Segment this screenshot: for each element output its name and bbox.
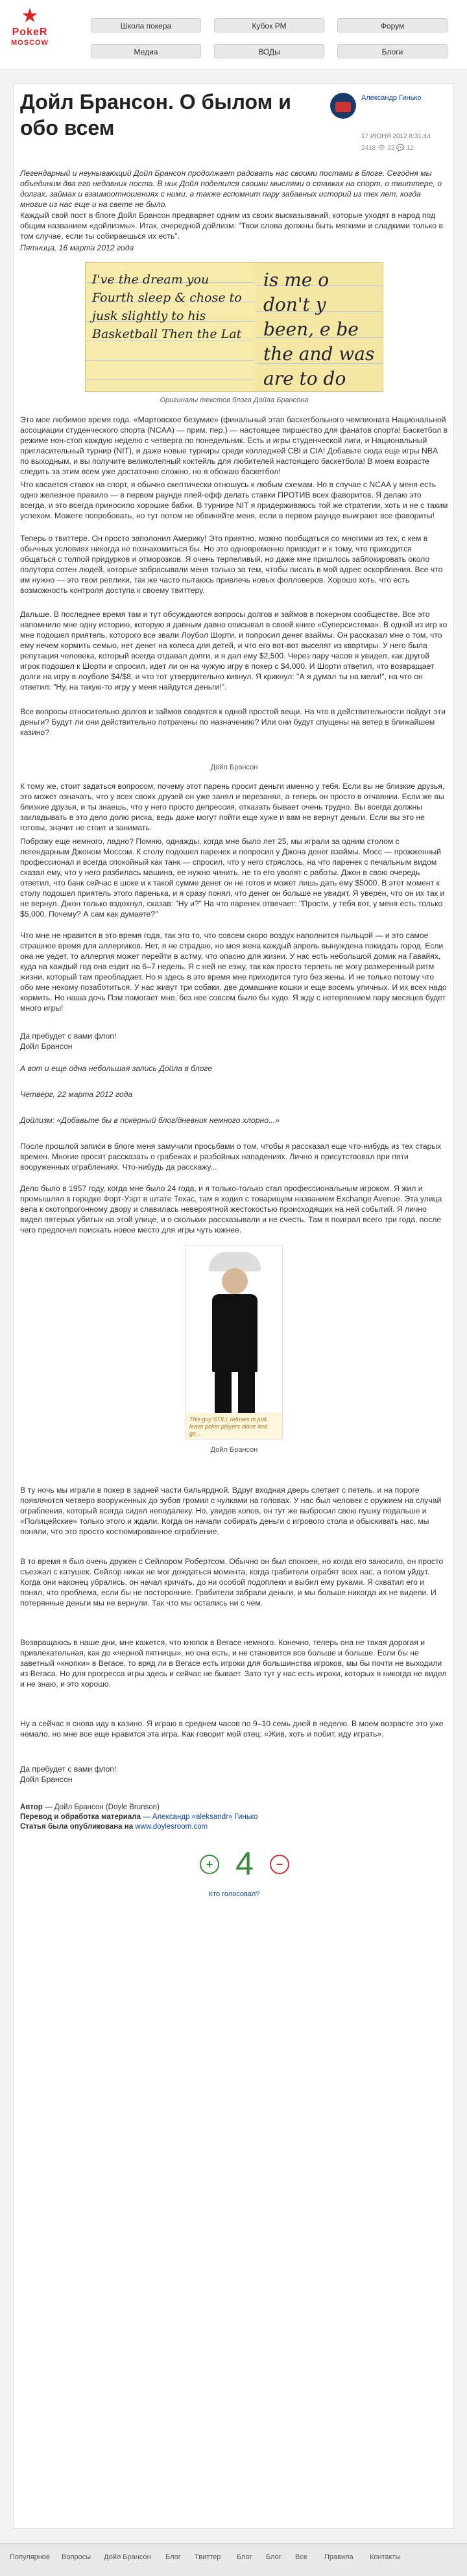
paragraph: Все вопросы относительно долгов и займов сводятся к одной простой вещи. На что в действительности пойдут эти деньги? Будут ли они действительно потрачены по назначению? Или они будут спущены на ветер в ближайшем казино? <box>20 707 446 737</box>
handwriting-image <box>85 262 383 392</box>
nav-vods[interactable]: ВОДы <box>214 44 324 58</box>
nav-cup[interactable]: Кубок РМ <box>214 18 324 32</box>
nav-blogs[interactable]: Блоги <box>337 44 448 58</box>
nav-media[interactable]: Медиа <box>91 44 201 58</box>
face-shape <box>222 1268 248 1294</box>
paragraph: Дело было в 1957 году, когда мне было 24 года, и я только-только стал профессиональным игроком. Я жил и промышлял в городке Форт-Уэрт в штате Техас, там я ходил с товарищем названием Exchange Avenue. Эта улица вела к скотопрогонному двору и славилась невероятной жестокостью происходящих на ней событий. Я лично видел пятерых убитых на этой улице, и о скольких рассказывали и не счесть. Там я поиграл всего три года, после чего предпочел поискать новое место для игры чуть южнее. <box>20 1184 442 1234</box>
image-caption: Оригиналы текстов блога Дойла Брансона <box>160 396 309 404</box>
vote-down-button[interactable]: − <box>270 1855 289 1874</box>
article-page <box>13 83 454 2529</box>
site-header <box>0 0 467 70</box>
nav-forum[interactable]: Форум <box>337 18 448 32</box>
paragraph: Ну а сейчас я снова иду в казино. Я играю в среднем часов по 9–10 семь дней в неделю. В моем возрасте это уже немало, но мне все еще нравится эта игра. Как говорит мой отец: «Жив, хоть и побит, иду играть». <box>20 1719 444 1739</box>
bottom-link[interactable]: Правила <box>324 2553 353 2561</box>
paragraph: А вот и еще одна небольшая запись Дойла в блоге <box>20 1064 213 1073</box>
star-icon: ★ <box>21 5 39 27</box>
paragraph: К тому же, стоит задаться вопросом, почему этот парень просит деньги именно у тебя. Если вы не близкие друзья, это может означать, что у всех своих друзей он уже занял и перезанял, а теперь он просто в отчаянии. Если же вы близкие друзья, и ты знаешь, что у него просто депрессия, отказать бывает очень трудно. Вы всегда должны закладывать в это дело долю риска, ведь даже могут пойти еще хуже и вам не вернут деньги. Если вы это не готовы, значит не стоит и занимать. <box>20 782 445 832</box>
signature: Дойл Брансон <box>210 1446 258 1454</box>
source-link[interactable]: www.doylesroom.com <box>135 1823 208 1831</box>
paragraph: Что касается ставок на спорт, я обычно скептически отношусь к любым схемам. Но в случае с NCAA у меня есть одно железное правило — в первом раунде плей-офф делать ставки ПРОТИВ всех фаворитов. Я делаю это всегда, и это всегда приносило хорошие бабки. В турнире NIT я придерживаюсь той же стратегии, хоть и не с таким успехом. Можете попробовать, но тут потом не обвиняйте меня, если в первом раунде выиграют все фавориты! <box>20 480 448 520</box>
nav-school[interactable]: Школа покера <box>91 18 201 32</box>
photo-caption: This guy STILL refuses to just leave poker players alone and ge... <box>186 1413 283 1439</box>
paragraph: Возвращаюсь в наше дни, мне кажется, что кнопок в Вегасе немного. Конечно, теперь она не такая дорогая и привлекательная, как до «черной пятницы», но она есть, и не становится все больше и больше. Если бы не заветный «кнопки» в Вегасе, то вряд ли в Вегасе есть игроки для большинства игроков, мы бы почти не выходили из Вегаса. Но для прогресса игры здесь и сейчас не бывает. Зато тут у нас есть игроки, которых я никогда не видел и не знаю, и это хорошо. <box>20 1638 447 1689</box>
logo-text-top: PokeR <box>12 27 48 38</box>
vote-up-button[interactable]: + <box>200 1855 219 1874</box>
author-name[interactable]: Александр Гинько <box>361 94 422 102</box>
paragraph: Дальше. В последнее время там и тут обсуждаются вопросы долгов и займов в покерном сообществе. Все это напомнило мне одну историю, которую я давным давно описывал в своей книге «Суперсистема». В одной из игр ко мне подошел приятель, которого все звали Лоубол Шорти, и попросил денег взаймы. Он рассказал мне о том, что ему нечем кормить семью, нет денег на колеса для детей, и что его вот-вот выселят из квартиры. У него была репутация человека, который всегда отдавал долги, и я дал ему $2,500. Через пару часов я увидел, как другой игрок подошел к Шорти и спросил, идет ли он на чужую игру в покер с $4,000. И Шорти ответил, что возвращает долги на игру в лоуболе $4/$8, и что тот утвердительно кивнул. Я крикнул: "А я думал ты на мели!", на что он ответил: "Ну, на такую-то игру у меня найдутся деньги!". <box>20 610 448 692</box>
signature: Дойл Брансон <box>20 1775 73 1784</box>
vote-count: 4 <box>235 1846 254 1882</box>
bottom-link[interactable]: Дойл Брансон <box>104 2553 151 2561</box>
bottom-link[interactable]: Вопросы <box>62 2553 91 2561</box>
bottom-link[interactable]: Блог <box>266 2553 281 2561</box>
paragraph: После прошлой записи в блоге меня замучили просьбами о том, чтобы я рассказал еще что-нибудь из тех старых времен. Многие просят рассказать о грабежах и разбойных нападениях. Лично я присутствовал при пяти вооруженных ограблениях. Что-нибудь да расскажу... <box>20 1142 442 1172</box>
translator-link[interactable]: — Александр «aleksandr» Гинько <box>143 1813 258 1821</box>
paragraph: В то время я был очень дружен с Сейлором Робертсом. Обычно он был спокоен, но когда его заносило, он просто съезжал с катушек. Сейлор никак не мог дождаться момента, когда грабители ограбят всех нас, а потом уйдут. Когда они наконец убрались, он начал кричать, до ни особой подоплеки и выбил ему руками. Я схватил его и понял, что проблема, если бы не посторонние. Грабители забрали деньги, и мы больше никогда их не видели. И потерянные деньги мы не вернули. Так что мы остались ни с чем. <box>20 1557 444 1607</box>
vote-widget <box>200 1842 291 1887</box>
body-shape <box>212 1294 257 1372</box>
signature: Да пребудет с вами флоп! <box>20 1764 117 1774</box>
paragraph: Это мое любимое время года. «Мартовское безумие» (финальный этап баскетбольного чемпионата Национальной ассоциации студенческого спорта (NCAA) — прим. пер.) — настоящее пиршество для фанатов спорта! Баскетбол в режиме нон-стоп каждую неделю с четверга по понедельник. Есть и игры студенческой лиги, и Национальный пригласительный турнир (NIT), и даже новые турниры среди колледжей CBI и CIA! Добавьте сюда еще игры NBA по выходным, и вы получите великолепный коктейль для любителей настоящего баскетбола! В моем возрасте следить за этим всем уже достаточно сложно, но я обожаю баскетбол! <box>20 415 448 476</box>
who-voted-link[interactable]: Кто голосовал? <box>208 1890 260 1898</box>
doylism-text: Каждый свой пост в блоге Дойл Брансон предваряет одним из своих высказываний, которые уходят в народ под общим названием «дойлизмы». Итак, очередной дойлизм: "Твои слова должны быть мягкими и сладкими только в том случае, если ты собираешься их есть". <box>20 211 444 241</box>
credits <box>20 1803 448 1832</box>
page-title: Дойл Брансон. О былом и обо всем <box>20 90 291 139</box>
handwriting-2: is me o don't y been, e be the and was are to do <box>263 269 375 389</box>
paragraph: Что мне не нравится в это время года, так это то, что совсем скоро воздух наполнится пыльцой — и это самое страшное время для аллергиков. Нет, я не страдаю, но моя жена каждый апрель вынуждена покидать город. Если она не уедет, то аллергия может перейти в астму, что опасно для жизни. У нас есть небольшой домик на Гавайях, куда на каждый год она ездит на 6–7 недель. Я с ней не езжу, так как просто терпеть не могу размеренный ритм жизни, который там преобладает. Но я здесь в это время мне приходится туго без жены. И не только потому что обо мне некому позаботиться. У нас живут три собаки, две домашние кошки и еще восемь уличных. И их всех надо кормить. Но наша дочь Пэм помогает мне, без нее совсем было бы худо. Я жду с нетерпением пару месяцев будет много игры! <box>20 931 447 1013</box>
author-block <box>330 93 447 152</box>
credit-label: Перевод и обработка материала <box>20 1813 141 1821</box>
doylism-text: Дойлизм: «Добавьте бы в покерный блог/дневник немного хлорно...» <box>20 1116 280 1125</box>
credit-value: — Дойл Брансон (Doyle Brunson) <box>44 1803 160 1811</box>
bottom-link[interactable]: Популярное <box>10 2553 51 2561</box>
handwriting-1: I've the dream you Fourth sleep & chose to jusk slightly to his Basketball Then the Lat <box>92 272 242 341</box>
bottom-link[interactable]: Блог <box>237 2553 252 2561</box>
credit-label: Автор <box>20 1803 43 1811</box>
date-2: Четверг, 22 марта 2012 года <box>20 1090 133 1099</box>
credit-label: Статья была опубликована на <box>20 1823 134 1831</box>
signature: Да пребудет с вами флоп! <box>20 1031 117 1041</box>
doyle-photo <box>186 1245 283 1439</box>
bottom-link[interactable]: Все <box>295 2553 307 2561</box>
bottom-nav <box>0 2543 467 2576</box>
paragraph: В ту ночь мы играли в покер в задней части бильярдной. Вдруг входная дверь слетает с петель, и на пороге появляются четверо вооруженных до зубов громил с чулками на головах. У нас был человек с оружием на случай ограбления, который всегда сидел неподалеку. Но, увидев копов, он тут же выбросил свою пушку подальше и «Полицейские» только этого и ждали. Когда он начали собирать деньги с игрового стола и обыскивать нас, мы поняли, что это просто костюмированное ограбление. <box>20 1486 442 1536</box>
intro-text: Легендарный и неунывающий Дойл Брансон продолжает радовать нас своими постами в блоге. Сегодня мы объединим два его недавних поста. В них Дойл поделился своими мыслями о ставках на спорт, о твиттере, о долгах, займах и взаимоотношениях с ними, а также вспомнит пару забавных историй из тех лет, когда многие из нас еще и на свете не было. <box>20 169 442 209</box>
paragraph: Поброжу еще немного, ладно? Помню, однажды, когда мне было лет 25, мы играли за одним столом с легендарным Джоном Моссом. К столу подошел паренек и попросил у Джона денег взаймы. Мосс — прожженный профессионал и всегда спокойный как танк — спросил, что у него стряслось, на что паренек с печальным видом сказал ему, что у него разбилась машина, ее нужно чинить, не то его уволят с работы. Джон в свою очередь ответил, что банк сейчас в шоке и к такой сумме денег он не готов и может лишь дать ему $5000. В этот момент к столу подошел приятель этого паренька, и я сразу понял, что денег он больше не увидит. Я уверен, что он их так и не вернул. Джон только вздохнул, сказав: "Ну и?" На что паренек отвечает: "Прости, у тебя вот, у меня есть только $5,000. Почему? А сам как думаете?" <box>20 837 445 919</box>
avatar[interactable] <box>330 93 356 119</box>
bottom-link[interactable]: Контакты <box>370 2553 401 2561</box>
signature: Дойл Брансон <box>20 1042 73 1051</box>
logo-text-bottom: MOSCOW <box>11 39 49 47</box>
bottom-link[interactable]: Твиттер <box>195 2553 221 2561</box>
bottom-link[interactable]: Блог <box>165 2553 181 2561</box>
paragraph: Теперь о твиттере. Он просто заполонил Америку! Это приятно, можно пообщаться со многими из тех, с кем в обычных условиях никогда не познакомиться бы. Но это одновременно приводит и к тому, что приходится общаться с толпой придурков и отморозков. Я очень терпеливый, но даже мне пришлось заблокировать около полутора сотен людей, которые забрасывали меня только за тем, чтобы писать в мой адрес оскорбления. Все что им нужно — это твои реплики, так же часто пытаюсь привлечь новых фолловеров. Хорошо хоть, что есть возможность контроля доступа к своему твиттеру. <box>20 534 443 595</box>
post-stats: 2418 👁 23 💬 12 <box>361 145 414 152</box>
date-1: Пятница, 16 марта 2012 года <box>20 243 134 252</box>
post-date: 17 ИЮНЯ 2012 8:31:44 <box>361 133 431 140</box>
site-logo[interactable] <box>8 6 52 65</box>
signature: Дойл Брансон <box>210 764 258 771</box>
